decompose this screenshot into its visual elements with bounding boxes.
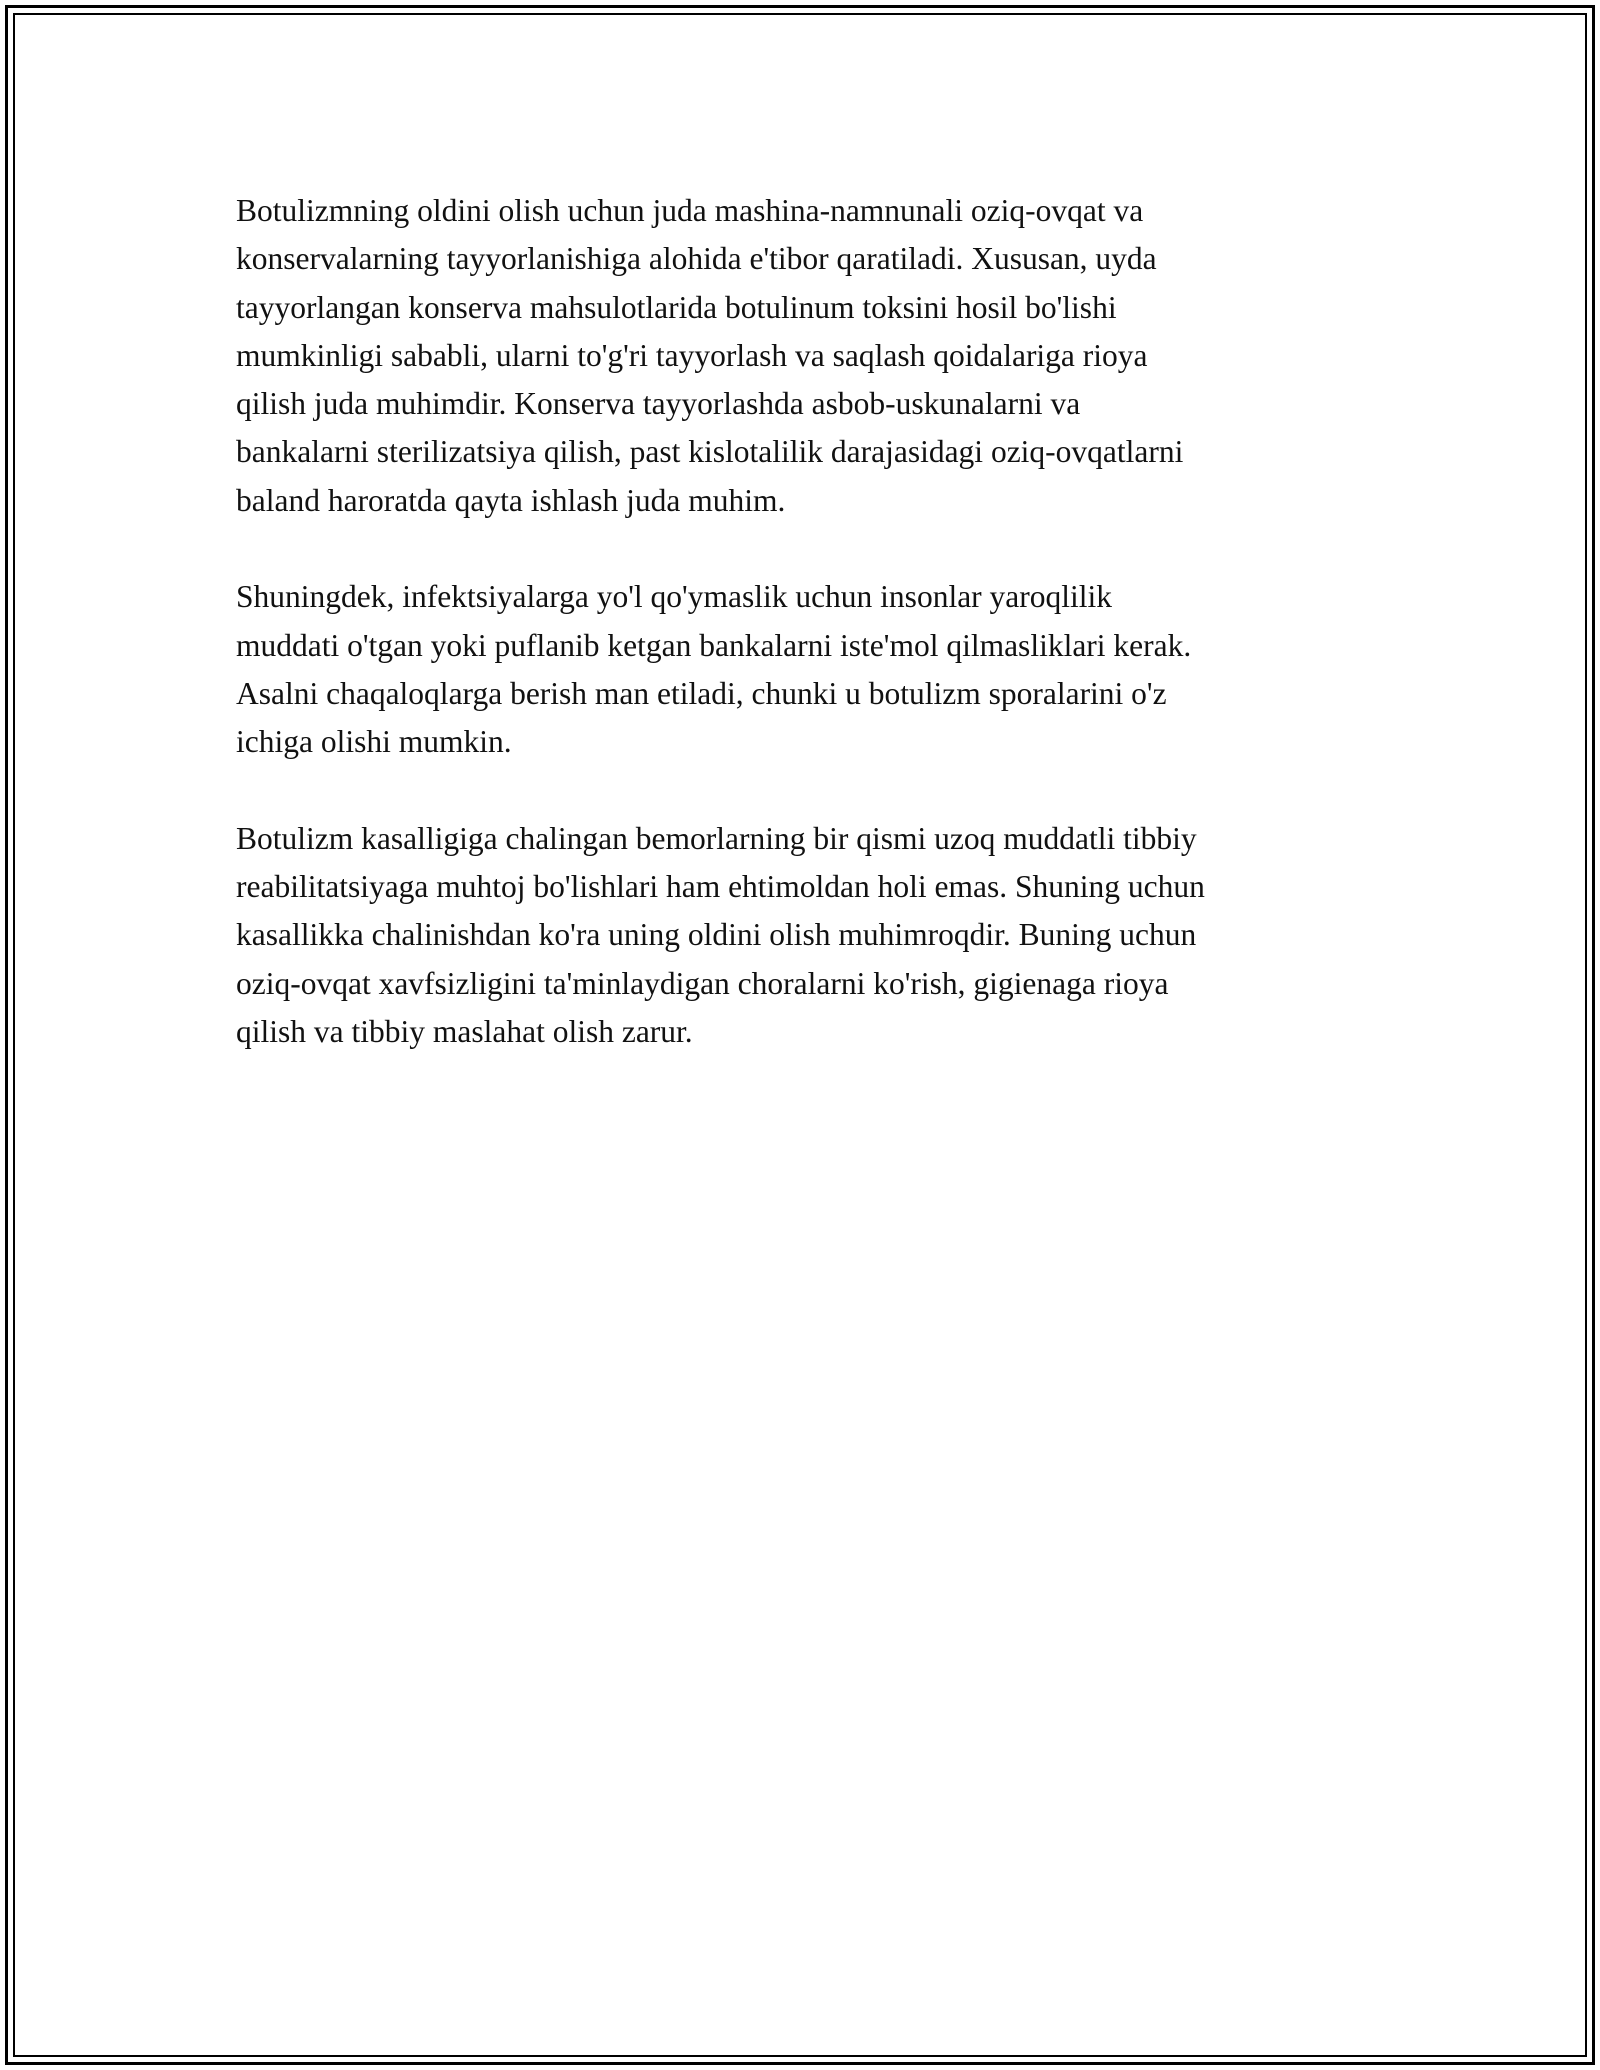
paragraph-rehabilitation	[236, 815, 1376, 1056]
text-line: kasallikka chalinishdan ko'ra uning oldini olish muhimroqdir. Buning uchun	[236, 917, 1197, 953]
text-line: tayyorlangan konserva mahsulotlarida botulinum toksini hosil bo'lishi	[236, 289, 1117, 325]
text-line: konservalarning tayyorlanishiga alohida e'tibor qaratiladi. Xususan, uyda	[236, 241, 1157, 277]
text-line: bankalarni sterilizatsiya qilish, past kislotalilik darajasidagi oziq-ovqatlarni	[236, 434, 1184, 470]
document-body	[236, 187, 1376, 1105]
text-line: baland haroratda qayta ishlash juda muhim.	[236, 482, 786, 518]
text-line: Asalni chaqaloqlarga berish man etiladi, chunki u botulizm sporalarini o'z	[236, 675, 1167, 711]
text-line: muddati o'tgan yoki puflanib ketgan bankalarni iste'mol qilmasliklari kerak.	[236, 627, 1192, 663]
paragraph-prevention	[236, 187, 1376, 525]
text-line: ichiga olishi mumkin.	[236, 724, 512, 760]
text-line: qilish juda muhimdir. Konserva tayyorlashda asbob-uskunalarni va	[236, 386, 1081, 422]
text-line: mumkinligi sababli, ularni to'g'ri tayyorlash va saqlash qoidalariga rioya	[236, 337, 1148, 373]
text-line: Shuningdek, infektsiyalarga yo'l qo'ymaslik uchun insonlar yaroqlilik	[236, 579, 1113, 615]
paragraph-infection-avoidance	[236, 573, 1376, 766]
text-line: Botulizm kasalligiga chalingan bemorlarning bir qismi uzoq muddatli tibbiy	[236, 820, 1197, 856]
text-line: reabilitatsiyaga muhtoj bo'lishlari ham ehtimoldan holi emas. Shuning uchun	[236, 869, 1205, 905]
text-line: Botulizmning oldini olish uchun juda mashina-namnunali oziq-ovqat va	[236, 193, 1144, 228]
text-line: qilish va tibbiy maslahat olish zarur.	[236, 1014, 693, 1050]
text-line: oziq-ovqat xavfsizligini ta'minlaydigan choralarni ko'rish, gigienaga rioya	[236, 965, 1169, 1001]
